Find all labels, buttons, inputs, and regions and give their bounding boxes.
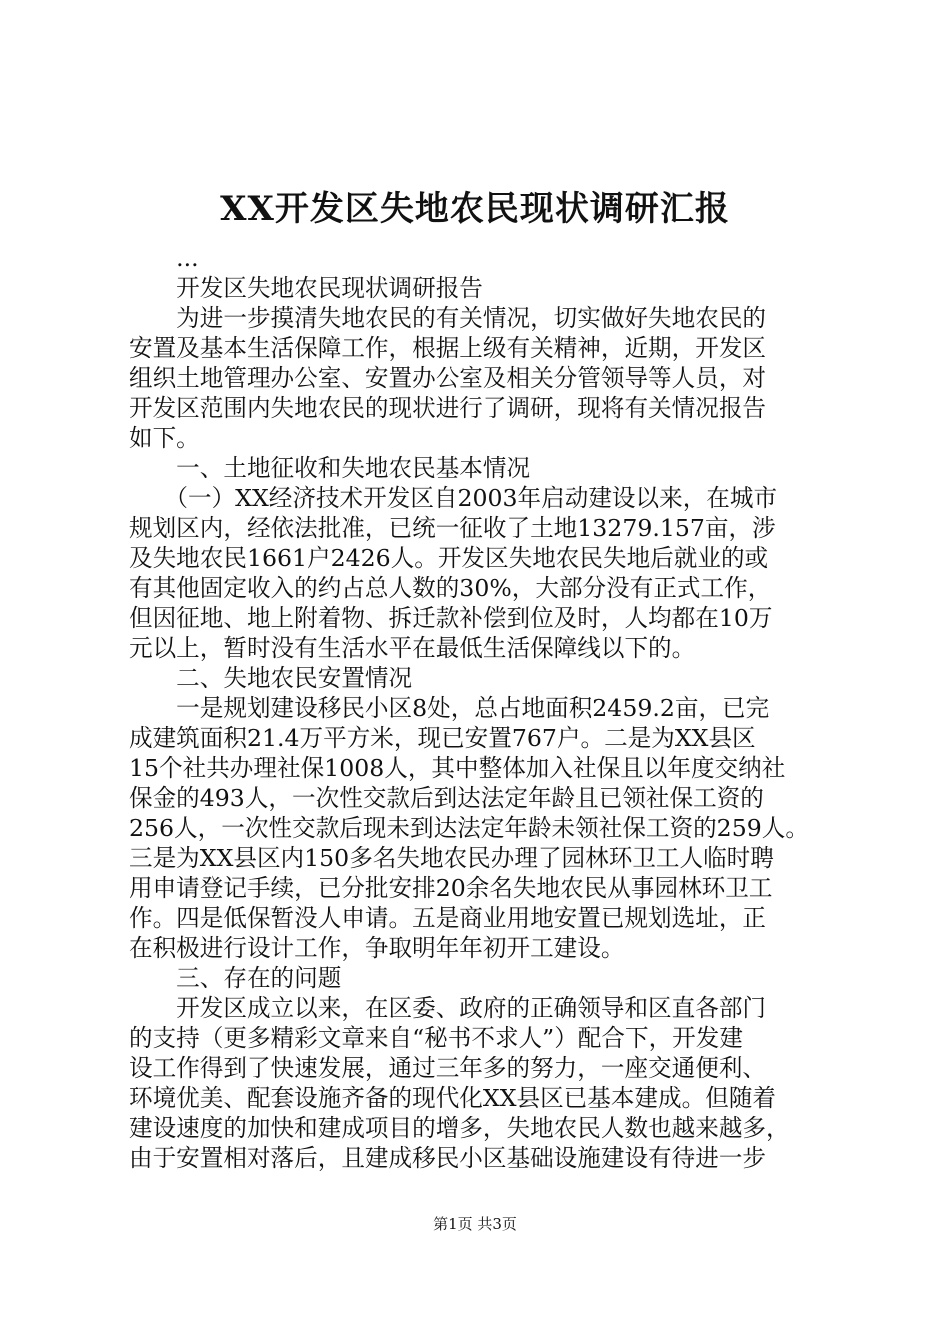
body-line: 三是为XX县区内150多名失地农民办理了园林环卫工人临时聘 <box>129 844 774 872</box>
body-line: 一是规划建设移民小区8处，总占地面积2459.2亩，已完 <box>129 694 770 722</box>
document-body <box>129 243 829 1173</box>
body-line: 三、存在的问题 <box>129 964 342 992</box>
body-line: 一、土地征收和失地农民基本情况 <box>129 454 531 482</box>
body-line: 有其他固定收入的约占总人数的30%，大部分没有正式工作， <box>129 574 772 602</box>
body-line: 用申请登记手续，已分批安排20余名失地农民从事园林环卫工 <box>129 874 773 902</box>
body-line: 组织土地管理办公室、安置办公室及相关分管领导等人员，对 <box>129 364 767 392</box>
body-line: 设工作得到了快速发展，通过三年多的努力，一座交通便利、 <box>129 1054 767 1082</box>
body-line: 环境优美、配套设施齐备的现代化XX县区已基本建成。但随着 <box>129 1084 777 1112</box>
page-footer: 第1页 共3页 <box>433 1215 517 1233</box>
body-line: 由于安置相对落后，且建成移民小区基础设施建设有待进一步 <box>129 1144 767 1172</box>
body-line: 为进一步摸清失地农民的有关情况，切实做好失地农民的 <box>129 304 767 332</box>
body-line: 保金的493人，一次性交款后到达法定年龄且已领社保工资的 <box>129 784 764 812</box>
body-line: 安置及基本生活保障工作，根据上级有关精神，近期，开发区 <box>129 334 767 362</box>
body-line: 规划区内，经依法批准，已统一征收了土地13279.157亩，涉 <box>129 514 776 542</box>
body-line: 15个社共办理社保1008人，其中整体加入社保且以年度交纳社 <box>129 754 786 782</box>
body-line: 的支持（更多精彩文章来自“秘书不求人”）配合下，开发建 <box>129 1024 743 1052</box>
body-line: 开发区成立以来，在区委、政府的正确领导和区直各部门 <box>129 994 767 1022</box>
body-line: 但因征地、地上附着物、拆迁款补偿到位及时，人均都在10万 <box>129 604 773 632</box>
body-line: 二、失地农民安置情况 <box>129 664 413 692</box>
body-line: 在积极进行设计工作，争取明年年初开工建设。 <box>129 934 625 962</box>
body-line: 如下。 <box>129 424 200 452</box>
body-line: ... <box>129 244 199 272</box>
body-line: 元以上，暂时没有生活水平在最低生活保障线以下的。 <box>129 634 696 662</box>
body-line: 作。四是低保暂没人申请。五是商业用地安置已规划选址，正 <box>129 904 767 932</box>
body-line: 成建筑面积21.4万平方米，现已安置767户。二是为XX县区 <box>129 724 756 752</box>
body-line: 建设速度的加快和建成项目的增多，失地农民人数也越来越多， <box>129 1114 790 1142</box>
body-line: 及失地农民1661户2426人。开发区失地农民失地后就业的或 <box>129 544 769 572</box>
body-line: 开发区范围内失地农民的现状进行了调研，现将有关情况报告 <box>129 394 767 422</box>
body-line: 256人，一次性交款后现未到达法定年龄未领社保工资的259人。 <box>129 814 809 842</box>
document-title: XX开发区失地农民现状调研汇报 <box>220 189 730 229</box>
body-line: 开发区失地农民现状调研报告 <box>129 274 483 302</box>
body-line: （一）XX经济技术开发区自2003年启动建设以来，在城市 <box>129 484 778 512</box>
